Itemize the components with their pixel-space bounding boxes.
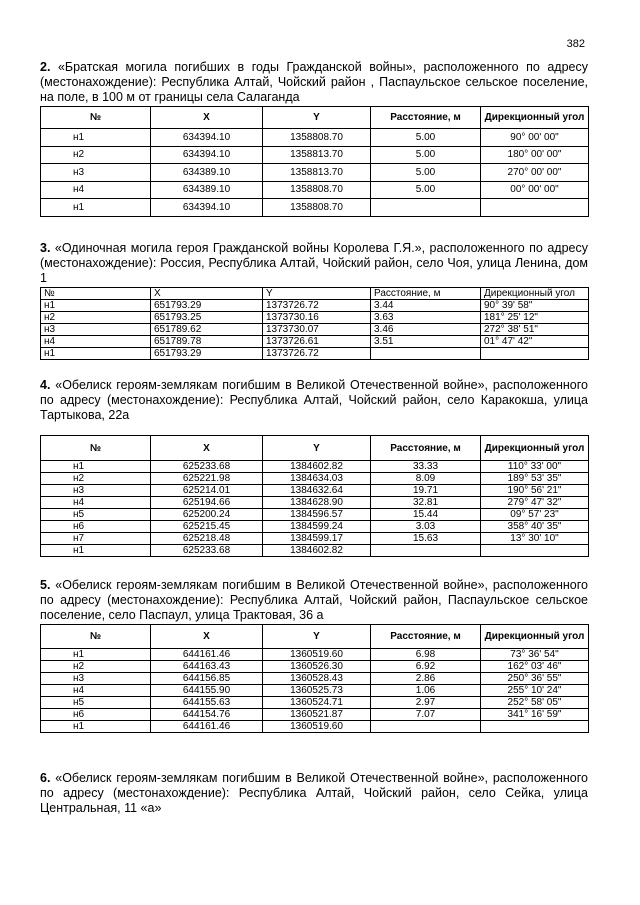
coordinates-table bbox=[40, 106, 589, 217]
table-cell: 272° 38' 51" bbox=[481, 324, 589, 336]
table-row bbox=[41, 324, 589, 336]
table-cell: 1360526.30 bbox=[263, 661, 371, 673]
table-cell: 3.03 bbox=[371, 521, 481, 533]
table-cell: 162° 03' 46" bbox=[481, 661, 589, 673]
table-cell: н3 bbox=[41, 164, 151, 182]
table-cell: 1358813.70 bbox=[263, 146, 371, 164]
table-cell: 644155.63 bbox=[151, 697, 263, 709]
table-cell: 1373730.16 bbox=[263, 312, 371, 324]
table-cell: 625215.45 bbox=[151, 521, 263, 533]
table-cell: 00° 00' 00" bbox=[481, 181, 589, 199]
table-cell: н1 bbox=[41, 461, 151, 473]
table-cell: 625214.01 bbox=[151, 485, 263, 497]
section-6 bbox=[40, 771, 588, 816]
table-cell: 181° 25' 12" bbox=[481, 312, 589, 324]
table-row bbox=[41, 521, 589, 533]
table-cell: 634389.10 bbox=[151, 164, 263, 182]
coordinates-table bbox=[40, 624, 589, 733]
table-cell: н6 bbox=[41, 709, 151, 721]
column-header: X bbox=[151, 107, 263, 129]
table-cell: н1 bbox=[41, 129, 151, 147]
section-number: 4. bbox=[40, 378, 51, 392]
section-description: «Обелиск героям-землякам погибшим в Великой Отечественной войне», расположенного по адресу (местонахождение): Республика Алтай, Чойский район, село Сейка, улица Центральная, 11 «а» bbox=[40, 771, 588, 815]
section-text bbox=[40, 771, 588, 816]
section-number: 6. bbox=[40, 771, 51, 785]
table-row bbox=[41, 721, 589, 733]
table-cell: н1 bbox=[41, 545, 151, 557]
table-cell: 110° 33' 00" bbox=[481, 461, 589, 473]
table-row bbox=[41, 348, 589, 360]
table-cell: 279° 47' 32" bbox=[481, 497, 589, 509]
table-cell: 1360528.43 bbox=[263, 673, 371, 685]
table-cell: 180° 00' 00" bbox=[481, 146, 589, 164]
table-cell: 1358813.70 bbox=[263, 164, 371, 182]
table-cell: 250° 36' 55" bbox=[481, 673, 589, 685]
table-cell: 625200.24 bbox=[151, 509, 263, 521]
table-cell: 2.97 bbox=[371, 697, 481, 709]
table-cell: 1358808.70 bbox=[263, 129, 371, 147]
section-text bbox=[40, 241, 588, 286]
column-header: Y bbox=[263, 436, 371, 461]
column-header: Дирекционный угол bbox=[481, 625, 589, 649]
section-number: 2. bbox=[40, 60, 51, 74]
table-row bbox=[41, 497, 589, 509]
section-2 bbox=[40, 60, 588, 217]
table-cell: 634389.10 bbox=[151, 181, 263, 199]
table-cell: н3 bbox=[41, 324, 151, 336]
table-row bbox=[41, 199, 589, 217]
table-cell: н3 bbox=[41, 673, 151, 685]
table-cell: 358° 40' 35" bbox=[481, 521, 589, 533]
table-cell: н3 bbox=[41, 485, 151, 497]
table-cell: 651793.29 bbox=[151, 348, 263, 360]
table-cell: н1 bbox=[41, 649, 151, 661]
table-cell: 13° 30' 10" bbox=[481, 533, 589, 545]
table-cell: 1360524.71 bbox=[263, 697, 371, 709]
table-cell bbox=[481, 545, 589, 557]
section-description: «Одиночная могила героя Гражданской войны Королева Г.Я.», расположенного по адресу (местонахождение): Россия, Республика Алтай, Чойский район, село Чоя, улица Ленина, дом 1 bbox=[40, 241, 588, 285]
column-header: Расстояние, м bbox=[371, 625, 481, 649]
table-row bbox=[41, 685, 589, 697]
table-row bbox=[41, 461, 589, 473]
table-row bbox=[41, 164, 589, 182]
column-header: Y bbox=[263, 625, 371, 649]
table-cell: 1358808.70 bbox=[263, 199, 371, 217]
table-cell: н2 bbox=[41, 473, 151, 485]
table-row bbox=[41, 709, 589, 721]
table-cell: 625233.68 bbox=[151, 545, 263, 557]
table-cell: н7 bbox=[41, 533, 151, 545]
table-cell: н2 bbox=[41, 661, 151, 673]
table-cell: 73° 36' 54" bbox=[481, 649, 589, 661]
table-cell: н4 bbox=[41, 181, 151, 199]
table-cell: н2 bbox=[41, 312, 151, 324]
table-cell: 644155.90 bbox=[151, 685, 263, 697]
table-cell: 1360521.87 bbox=[263, 709, 371, 721]
table-row bbox=[41, 300, 589, 312]
table-cell: 644156.85 bbox=[151, 673, 263, 685]
table-row bbox=[41, 545, 589, 557]
section-text bbox=[40, 60, 588, 105]
section-number: 3. bbox=[40, 241, 51, 255]
section-text bbox=[40, 378, 588, 423]
table-cell bbox=[371, 545, 481, 557]
table-cell: н1 bbox=[41, 348, 151, 360]
table-row bbox=[41, 146, 589, 164]
column-header: Дирекционный угол bbox=[481, 288, 589, 300]
table-row bbox=[41, 485, 589, 497]
table-cell: 1384599.24 bbox=[263, 521, 371, 533]
table-row bbox=[41, 129, 589, 147]
table-cell: 3.51 bbox=[371, 336, 481, 348]
table-cell: 1384602.82 bbox=[263, 461, 371, 473]
coordinates-table bbox=[40, 435, 589, 557]
table-cell: 341° 16' 59" bbox=[481, 709, 589, 721]
table-cell: 1384599.17 bbox=[263, 533, 371, 545]
table-cell: 255° 10' 24" bbox=[481, 685, 589, 697]
table-cell: 7.07 bbox=[371, 709, 481, 721]
column-header: Расстояние, м bbox=[371, 107, 481, 129]
table-cell: 625194.66 bbox=[151, 497, 263, 509]
table-cell: 2.86 bbox=[371, 673, 481, 685]
table-cell: 1358808.70 bbox=[263, 181, 371, 199]
column-header: № bbox=[41, 288, 151, 300]
table-cell: н2 bbox=[41, 146, 151, 164]
table-cell: 5.00 bbox=[371, 129, 481, 147]
section-description: «Обелиск героям-землякам погибшим в Великой Отечественной войне», расположенного по адресу (местонахождение): Республика Алтай, Чойский район, Паспаульское сельское поселение, село Паспаул, улица Трактовая, 36 а bbox=[40, 578, 588, 622]
table-row bbox=[41, 312, 589, 324]
column-header: Y bbox=[263, 288, 371, 300]
table-cell: 651789.78 bbox=[151, 336, 263, 348]
column-header: Дирекционный угол bbox=[481, 107, 589, 129]
table-cell: 15.63 bbox=[371, 533, 481, 545]
table-cell: 651793.29 bbox=[151, 300, 263, 312]
column-header: Расстояние, м bbox=[371, 288, 481, 300]
table-cell: 8.09 bbox=[371, 473, 481, 485]
table-cell: н1 bbox=[41, 721, 151, 733]
table-cell: 19.71 bbox=[371, 485, 481, 497]
coordinates-table bbox=[40, 287, 589, 360]
table-cell: 189° 53' 35" bbox=[481, 473, 589, 485]
table-cell: 90° 00' 00" bbox=[481, 129, 589, 147]
table-row bbox=[41, 181, 589, 199]
table-cell: 5.00 bbox=[371, 164, 481, 182]
column-header: Расстояние, м bbox=[371, 436, 481, 461]
table-cell: 32.81 bbox=[371, 497, 481, 509]
table-cell: 1360519.60 bbox=[263, 649, 371, 661]
table-cell: 1384634.03 bbox=[263, 473, 371, 485]
table-cell: 3.44 bbox=[371, 300, 481, 312]
table-cell: 634394.10 bbox=[151, 129, 263, 147]
table-cell: 252° 58' 05" bbox=[481, 697, 589, 709]
table-row bbox=[41, 509, 589, 521]
table-cell: н4 bbox=[41, 685, 151, 697]
table-cell: н4 bbox=[41, 497, 151, 509]
table-cell: 1373730.07 bbox=[263, 324, 371, 336]
table-cell bbox=[481, 721, 589, 733]
table-header-row bbox=[41, 625, 589, 649]
table-cell: 1384628.90 bbox=[263, 497, 371, 509]
column-header: Y bbox=[263, 107, 371, 129]
table-cell: 625218.48 bbox=[151, 533, 263, 545]
table-cell: 1384632.64 bbox=[263, 485, 371, 497]
table-cell: 1384602.82 bbox=[263, 545, 371, 557]
table-cell: 270° 00' 00" bbox=[481, 164, 589, 182]
column-header: X bbox=[151, 625, 263, 649]
table-cell: 01° 47' 42" bbox=[481, 336, 589, 348]
table-cell: 6.92 bbox=[371, 661, 481, 673]
column-header: № bbox=[41, 436, 151, 461]
table-cell: 1384596.57 bbox=[263, 509, 371, 521]
column-header: № bbox=[41, 625, 151, 649]
table-cell: 190° 56' 21" bbox=[481, 485, 589, 497]
table-cell: н1 bbox=[41, 199, 151, 217]
table-cell: 3.46 bbox=[371, 324, 481, 336]
table-row bbox=[41, 697, 589, 709]
table-cell: 644161.46 bbox=[151, 649, 263, 661]
table-cell: 90° 39' 58" bbox=[481, 300, 589, 312]
table-cell: 09° 57' 23" bbox=[481, 509, 589, 521]
table-cell: н4 bbox=[41, 336, 151, 348]
table-cell: 651793.25 bbox=[151, 312, 263, 324]
table-row bbox=[41, 673, 589, 685]
table-cell: 5.00 bbox=[371, 181, 481, 199]
table-cell bbox=[481, 199, 589, 217]
table-cell: 1373726.72 bbox=[263, 348, 371, 360]
section-description: «Братская могила погибших в годы Гражданской войны», расположенного по адресу (местонахождение): Республика Алтай, Чойский район , Паспаульское сельское поселение, на поле, в 100 м от границы села Салаганда bbox=[40, 60, 589, 104]
table-cell: 1360525.73 bbox=[263, 685, 371, 697]
table-cell bbox=[371, 721, 481, 733]
section-3 bbox=[40, 241, 588, 360]
table-row bbox=[41, 336, 589, 348]
section-number: 5. bbox=[40, 578, 51, 592]
table-header-row bbox=[41, 288, 589, 300]
table-cell: 625233.68 bbox=[151, 461, 263, 473]
table-row bbox=[41, 649, 589, 661]
table-cell: 651789.62 bbox=[151, 324, 263, 336]
table-cell: 1373726.61 bbox=[263, 336, 371, 348]
section-5 bbox=[40, 578, 588, 733]
section-4 bbox=[40, 378, 588, 557]
column-header: Дирекционный угол bbox=[481, 436, 589, 461]
column-header: X bbox=[151, 288, 263, 300]
table-header-row bbox=[41, 107, 589, 129]
column-header: № bbox=[41, 107, 151, 129]
table-cell: 644161.46 bbox=[151, 721, 263, 733]
table-cell: 1360519.60 bbox=[263, 721, 371, 733]
table-cell: 634394.10 bbox=[151, 199, 263, 217]
table-cell: н6 bbox=[41, 521, 151, 533]
table-cell: н1 bbox=[41, 300, 151, 312]
column-header: X bbox=[151, 436, 263, 461]
table-header-row bbox=[41, 436, 589, 461]
table-cell: 1.06 bbox=[371, 685, 481, 697]
page-number: 382 bbox=[566, 38, 585, 50]
table-cell: 33.33 bbox=[371, 461, 481, 473]
table-cell: 625221.98 bbox=[151, 473, 263, 485]
table-cell: 15.44 bbox=[371, 509, 481, 521]
table-cell: н5 bbox=[41, 509, 151, 521]
table-cell: 644163.43 bbox=[151, 661, 263, 673]
section-description: «Обелиск героям-землякам погибшим в Великой Отечественной войне», расположенного по адресу (местонахождение): Республика Алтай, Чойский район, село Каракокша, улица Тартыкова, 22а bbox=[40, 378, 588, 422]
table-cell: 634394.10 bbox=[151, 146, 263, 164]
table-row bbox=[41, 533, 589, 545]
table-row bbox=[41, 473, 589, 485]
section-text bbox=[40, 578, 588, 623]
table-cell: 644154.76 bbox=[151, 709, 263, 721]
table-row bbox=[41, 661, 589, 673]
table-cell bbox=[481, 348, 589, 360]
table-cell: 1373726.72 bbox=[263, 300, 371, 312]
table-cell: 3.63 bbox=[371, 312, 481, 324]
table-cell: 6.98 bbox=[371, 649, 481, 661]
table-cell bbox=[371, 199, 481, 217]
table-cell: н5 bbox=[41, 697, 151, 709]
table-cell bbox=[371, 348, 481, 360]
table-cell: 5.00 bbox=[371, 146, 481, 164]
